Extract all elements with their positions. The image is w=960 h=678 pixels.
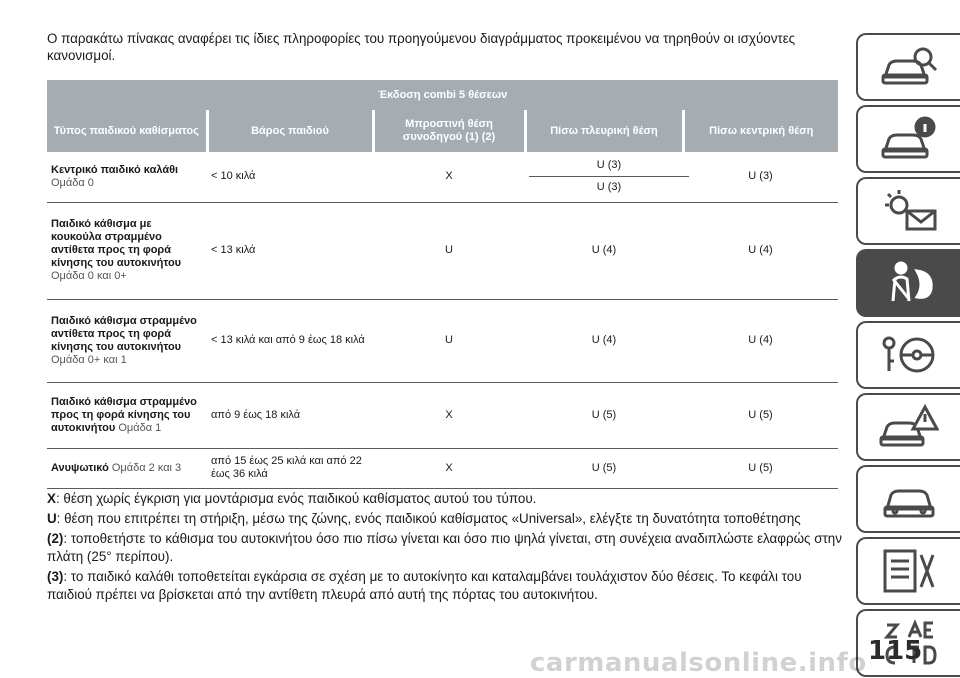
note-text: : το παιδικό καλάθι τοποθετείται εγκάρσια σε σχέση με το αυτοκίνητο και καταλαμβάνει τουλάχιστον δύο θέσεις. Το κεφάλι του παιδιού πρέπει να βρίσκεται από την αντίθετη πλευρά από αυτή της πόρτας του αυτοκινήτου.	[47, 569, 802, 602]
rear-center-cell: U (3)	[683, 152, 838, 202]
col-header-rear-side: Πίσω πλευρική θέση	[525, 110, 683, 152]
seat-type-cell	[47, 299, 207, 382]
rear-side-top-value: U (3)	[529, 155, 689, 177]
intro-paragraph: Ο παρακάτω πίνακας αναφέρει τις ίδιες πληροφορίες του προηγούμενου διαγράμματος προκειμένου να τηρηθούν οι ισχύοντες κανονισμοί.	[47, 31, 796, 63]
warning-light-envelope-icon	[879, 187, 939, 235]
note-key: X	[47, 491, 56, 506]
car-info-icon	[879, 115, 939, 163]
car-warning-triangle-icon	[879, 403, 939, 451]
seat-type-name: Ανυψωτικό	[51, 461, 109, 474]
col-header-seat-type: Τύπος παιδικού καθίσματος	[47, 110, 207, 152]
rear-side-cell: U (4)	[525, 202, 683, 299]
tab-safety[interactable]	[856, 249, 960, 317]
seat-group: Ομάδα 1	[118, 421, 162, 434]
weight-cell: από 15 έως 25 κιλά και από 22 έως 36 κιλά	[207, 448, 373, 488]
table-row	[47, 202, 838, 299]
rear-center-cell: U (5)	[683, 382, 838, 448]
note-text: : τοποθετήστε το κάθισμα του αυτοκινήτου όσο πιο πίσω γίνεται και όσο πιο ψηλά γίνεται, στη συνέχεια αναδιπλώστε ελαφρώς στην πλάτη (25° περίπου).	[47, 531, 842, 564]
note-x	[47, 490, 842, 508]
note-key: (2)	[47, 531, 64, 546]
col-header-rear-center: Πίσω κεντρική θέση	[683, 110, 838, 152]
weight-cell: από 9 έως 18 κιλά	[207, 382, 373, 448]
weight-cell: < 10 κιλά	[207, 152, 373, 202]
seat-group: Ομάδα 0	[51, 176, 94, 189]
page-number: 115	[868, 636, 923, 666]
seat-type-name: Παιδικό κάθισμα με κουκούλα στραμμένο αντίθετα προς τη φορά κίνησης του αυτοκινήτου	[51, 218, 182, 269]
tab-emergency[interactable]	[856, 393, 960, 461]
weight-cell: < 13 κιλά και από 9 έως 18 κιλά	[207, 299, 373, 382]
seat-group: Ομάδα 0 και 0+	[51, 270, 127, 282]
front-cell: X	[373, 448, 525, 488]
table-row	[47, 448, 838, 488]
note-key: U	[47, 511, 57, 526]
seat-group: Ομάδα 2 και 3	[111, 461, 182, 474]
front-cell: X	[373, 152, 525, 202]
seat-type-cell	[47, 152, 207, 202]
rear-center-cell: U (4)	[683, 202, 838, 299]
seat-group: Ομάδα 0+ και 1	[51, 353, 127, 366]
rear-side-cell	[525, 152, 683, 202]
weight-cell: < 13 κιλά	[207, 202, 373, 299]
note-text: : θέση που επιτρέπει τη στήριξη, μέσω της ζώνης, ενός παιδικού καθίσματος «Universal», ελέγξτε τη δυνατότητα τοποθέτησης	[56, 511, 801, 526]
table-row	[47, 299, 838, 382]
rear-center-cell: U (5)	[683, 448, 838, 488]
watermark: carmanualsonline.info	[530, 648, 867, 678]
seat-type-name: Κεντρικό παιδικό καλάθι	[51, 163, 179, 176]
front-cell: U	[373, 202, 525, 299]
col-header-front-passenger: Μπροστινή θέση συνοδηγού (1) (2)	[373, 110, 525, 152]
tab-technical-data[interactable]	[856, 537, 960, 605]
seat-type-cell	[47, 382, 207, 448]
checklist-tools-icon	[879, 547, 939, 595]
note-text: : θέση χωρίς έγκριση για μοντάρισμα ενός παιδικού καθίσματος αυτού του τύπου.	[55, 491, 537, 506]
car-magnifier-icon	[879, 43, 939, 91]
table-row	[47, 152, 838, 202]
table-notes	[47, 490, 842, 606]
note-u	[47, 510, 842, 528]
rear-center-cell: U (4)	[683, 299, 838, 382]
tab-starting-driving[interactable]	[856, 321, 960, 389]
seat-type-cell	[47, 202, 207, 299]
note-2	[47, 530, 842, 566]
key-steering-wheel-icon	[879, 331, 939, 379]
tab-warning-lights[interactable]	[856, 177, 960, 245]
child-seat-table	[47, 80, 838, 489]
rear-side-cell: U (5)	[525, 448, 683, 488]
table-row	[47, 382, 838, 448]
front-cell: U	[373, 299, 525, 382]
table-title: Έκδοση combi 5 θέσεων	[47, 80, 838, 110]
tab-car-info[interactable]	[856, 105, 960, 173]
note-3	[47, 568, 842, 604]
seat-type-cell	[47, 448, 207, 488]
rear-side-cell: U (5)	[525, 382, 683, 448]
seat-type-name: Παιδικό κάθισμα στραμμένο προς τη φορά κίνησης του αυτοκινήτου	[51, 395, 197, 434]
front-cell: X	[373, 382, 525, 448]
note-key: (3)	[47, 569, 64, 584]
car-service-icon	[879, 475, 939, 523]
tab-car-inspection[interactable]	[856, 33, 960, 101]
seat-type-name: Παιδικό κάθισμα στραμμένο αντίθετα προς τη φορά κίνησης του αυτοκινήτου	[51, 314, 197, 353]
rear-side-cell: U (4)	[525, 299, 683, 382]
seatbelt-airbag-icon	[879, 259, 939, 307]
rear-side-bottom-value: U (3)	[596, 181, 622, 194]
col-header-child-weight: Βάρος παιδιού	[207, 110, 373, 152]
tab-maintenance[interactable]	[856, 465, 960, 533]
